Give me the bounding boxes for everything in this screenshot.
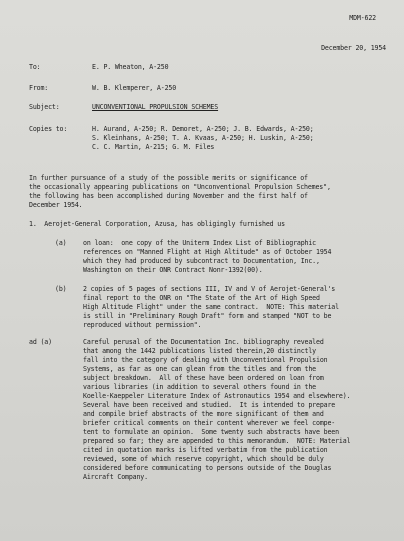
ad-a-line: Aircraft Company. — [83, 473, 148, 481]
to-label: To: — [29, 63, 41, 71]
sub-a-line: Washington on their ONR Contract Nonr-1392(00). — [83, 266, 263, 274]
copies-label: Copies to: — [29, 125, 68, 133]
sub-b-line: 2 copies of 5 pages of sections III, IV and V of Aerojet-General's — [83, 285, 336, 293]
ad-a-line: considered before communicating to persons outside of the Douglas — [83, 464, 332, 472]
ad-a-line: cited in quotation marks is lifted verbatim from the publication — [83, 446, 328, 454]
sub-b-line: is still in "Preliminary Rough Draft" form and stamped "NOT to be — [83, 312, 332, 320]
ad-a-line: reviewed, some of which reserve copyright, which should be duly — [83, 455, 324, 463]
sub-b-mark: (b) — [55, 285, 67, 293]
from-value: W. B. Klemperer, A-250 — [92, 84, 177, 92]
ad-a-line: briefer critical comments on their content wherever we feel compe- — [83, 419, 336, 427]
sub-a-line: references on "Manned Flight at High Altitude" as of October 1954 — [83, 248, 332, 256]
copies-line: C. C. Martin, A-215; G. M. Files — [92, 143, 215, 151]
sub-a-line: on loan: one copy of the Uniterm Index List of Bibliographic — [83, 239, 317, 247]
ad-a-mark: ad (a) — [29, 338, 52, 346]
ad-a-line: Koelle-Kaeppeler Literature Index of Astronautics 1954 and elsewhere). — [83, 392, 351, 400]
memo-date: December 20, 1954 — [321, 44, 386, 52]
ad-a-line: fall into the category of dealing with Unconventional Propulsion — [83, 356, 328, 364]
subject-label: Subject: — [29, 103, 60, 111]
sub-b-line: reproduced without permission". — [83, 321, 202, 329]
subject-value: UNCONVENTIONAL PROPULSION SCHEMES — [92, 103, 219, 111]
intro-line: In further pursuance of a study of the possible merits or significance of — [29, 174, 308, 182]
sub-a-line: which they had produced by subcontract to Documentation, Inc., — [83, 257, 320, 265]
ad-a-line: tent to formulate an opinion. Some twenty such abstracts have been — [83, 428, 339, 436]
copies-line: H. Aurand, A-250; R. Demoret, A-250; J. B. Edwards, A-250; — [92, 125, 314, 133]
to-value: E. P. Wheaton, A-250 — [92, 63, 169, 71]
ad-a-line: and compile brief abstracts of the more significant of them and — [83, 410, 324, 418]
ad-a-line: prepared so far; they are appended to this memorandum. NOTE: Material — [83, 437, 351, 445]
copies-line: S. Kleinhans, A-250; T. A. Kvaas, A-250; H. Luskin, A-250; — [92, 134, 314, 142]
intro-line: the occasionally appearing publications on "Unconventional Propulsion Schemes", — [29, 183, 331, 191]
sub-b-line: final report to the ONR on "The State of the Art of High Speed — [83, 294, 320, 302]
ad-a-line: Careful perusal of the Documentation Inc. bibliography revealed — [83, 338, 324, 346]
item-1: 1. Aerojet-General Corporation, Azusa, has obligingly furnished us — [29, 220, 285, 228]
memo-reference: MDM-622 — [349, 14, 376, 22]
ad-a-line: various libraries (in addition to several others found in the — [83, 383, 317, 391]
intro-line: December 1954. — [29, 201, 83, 209]
sub-a-mark: (a) — [55, 239, 67, 247]
from-label: From: — [29, 84, 49, 92]
ad-a-line: subject breakdown. All of these have been ordered on loan from — [83, 374, 324, 382]
ad-a-line: Systems, as far as one can glean from the titles and from the — [83, 365, 317, 373]
intro-line: the following has been accomplished during November and the first half of — [29, 192, 308, 200]
ad-a-line: that among the 1442 publications listed therein,20 distinctly — [83, 347, 317, 355]
ad-a-line: Several have been received and studied. It is intended to prepare — [83, 401, 336, 409]
sub-b-line: High Altitude Flight" under the same contract. NOTE: This material — [83, 303, 339, 311]
